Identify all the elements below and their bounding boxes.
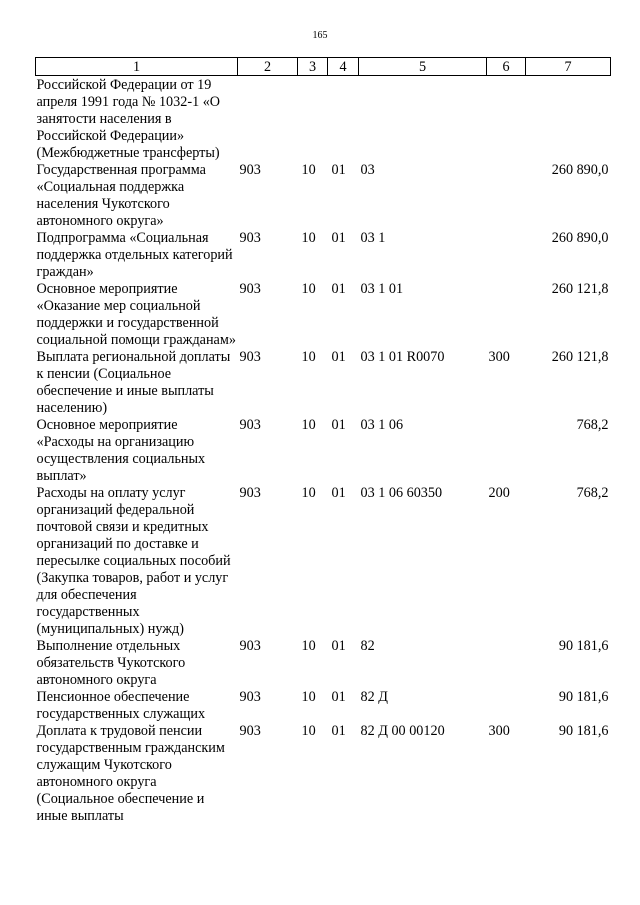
row-amount: 90 181,6 [558,638,609,654]
row-amount: 90 181,6 [558,723,609,739]
row-expense-type: 200 [488,485,510,501]
row-subsection: 01 [331,230,346,246]
row-section [298,76,328,163]
row-ministry [238,76,298,163]
row-section: 10 [301,723,316,739]
row-ministry: 903 [239,723,261,739]
row-target-article [359,76,487,163]
row-target-article: 82 Д 00 00120 [360,723,445,739]
table-row [36,723,611,825]
table-row [36,162,611,230]
row-subsection: 01 [331,162,346,178]
row-subsection: 01 [331,485,346,501]
header-col-6: 6 [487,58,526,76]
row-target-article: 03 1 06 [360,417,404,433]
row-section: 10 [301,485,316,501]
row-name: Расходы на оплату услуг организаций федеральной почтовой связи и кредитных организаций по доставке и пересылке социальных пособий (Закупка товаров, работ и услуг для обеспечения государственных (муниципальных) нужд) [36,485,231,637]
row-expense-type [487,76,526,163]
table-row [36,230,611,281]
table-row [36,638,611,689]
row-section: 10 [301,349,316,365]
header-col-5: 5 [359,58,487,76]
row-section: 10 [301,162,316,178]
row-amount: 768,2 [576,417,609,433]
row-name: Выполнение отдельных обязательств Чукотского автономного округа [36,638,186,688]
header-row [36,58,611,76]
row-expense-type [487,689,526,723]
row-amount: 768,2 [576,485,609,501]
row-expense-type [487,417,526,485]
row-expense-type: 300 [488,349,510,365]
row-amount: 260 890,0 [551,162,609,178]
row-section: 10 [301,230,316,246]
row-subsection: 01 [331,349,346,365]
row-target-article: 03 1 06 60350 [360,485,443,501]
row-amount: 260 890,0 [551,230,609,246]
row-ministry: 903 [239,230,261,246]
row-expense-type [487,281,526,349]
row-target-article: 03 1 [360,230,386,246]
page-number: 165 [312,30,328,41]
row-subsection: 01 [331,281,346,297]
row-name: Российской Федерации от 19 апреля 1991 года № 1032-1 «О занятости населения в Российской Федерации» (Межбюджетные трансферты) [36,77,221,161]
row-section: 10 [301,638,316,654]
row-target-article: 03 [360,162,375,178]
table-header [36,58,611,76]
row-name: Пенсионное обеспечение государственных служащих [36,689,206,722]
row-name: Основное мероприятие «Расходы на организацию осуществления социальных выплат» [36,417,206,484]
row-target-article: 82 Д [360,689,388,705]
row-name: Выплата региональной доплаты к пенсии (Социальное обеспечение и иные выплаты населению) [36,349,231,416]
header-col-3: 3 [298,58,328,76]
row-subsection [328,76,359,163]
row-amount [526,76,611,163]
row-expense-type: 300 [488,723,510,739]
row-ministry: 903 [239,485,261,501]
table-row [36,485,611,638]
row-subsection: 01 [331,689,346,705]
header-col-7: 7 [526,58,611,76]
row-subsection: 01 [331,723,346,739]
table-body [36,76,611,826]
row-section: 10 [301,281,316,297]
row-ministry: 903 [239,689,261,705]
table-row [36,281,611,349]
table-row [36,417,611,485]
budget-table [35,57,611,825]
row-name: Подпрограмма «Социальная поддержка отдельных категорий граждан» [36,230,233,280]
row-expense-type [487,162,526,230]
table-row [36,76,611,163]
table-row [36,689,611,723]
row-expense-type [487,638,526,689]
row-section: 10 [301,689,316,705]
row-amount: 260 121,8 [551,281,609,297]
header-col-2: 2 [238,58,298,76]
row-ministry: 903 [239,417,261,433]
row-target-article: 03 1 01 R0070 [360,349,445,365]
table-row [36,349,611,417]
row-ministry: 903 [239,162,261,178]
row-ministry: 903 [239,349,261,365]
row-ministry: 903 [239,281,261,297]
row-target-article: 82 [360,638,375,654]
row-section: 10 [301,417,316,433]
row-expense-type [487,230,526,281]
row-amount: 90 181,6 [558,689,609,705]
row-subsection: 01 [331,638,346,654]
row-subsection: 01 [331,417,346,433]
header-col-1: 1 [36,58,238,76]
row-target-article: 03 1 01 [360,281,404,297]
row-ministry: 903 [239,638,261,654]
header-col-4: 4 [328,58,359,76]
row-name: Основное мероприятие «Оказание мер социальной поддержки и государственной социальной помощи гражданам» [36,281,236,348]
row-amount: 260 121,8 [551,349,609,365]
row-name: Доплата к трудовой пенсии государственным гражданским служащим Чукотского автономного округа (Социальное обеспечение и иные выплаты [36,723,225,824]
row-name: Государственная программа «Социальная поддержка населения Чукотского автономного округа» [36,162,206,229]
